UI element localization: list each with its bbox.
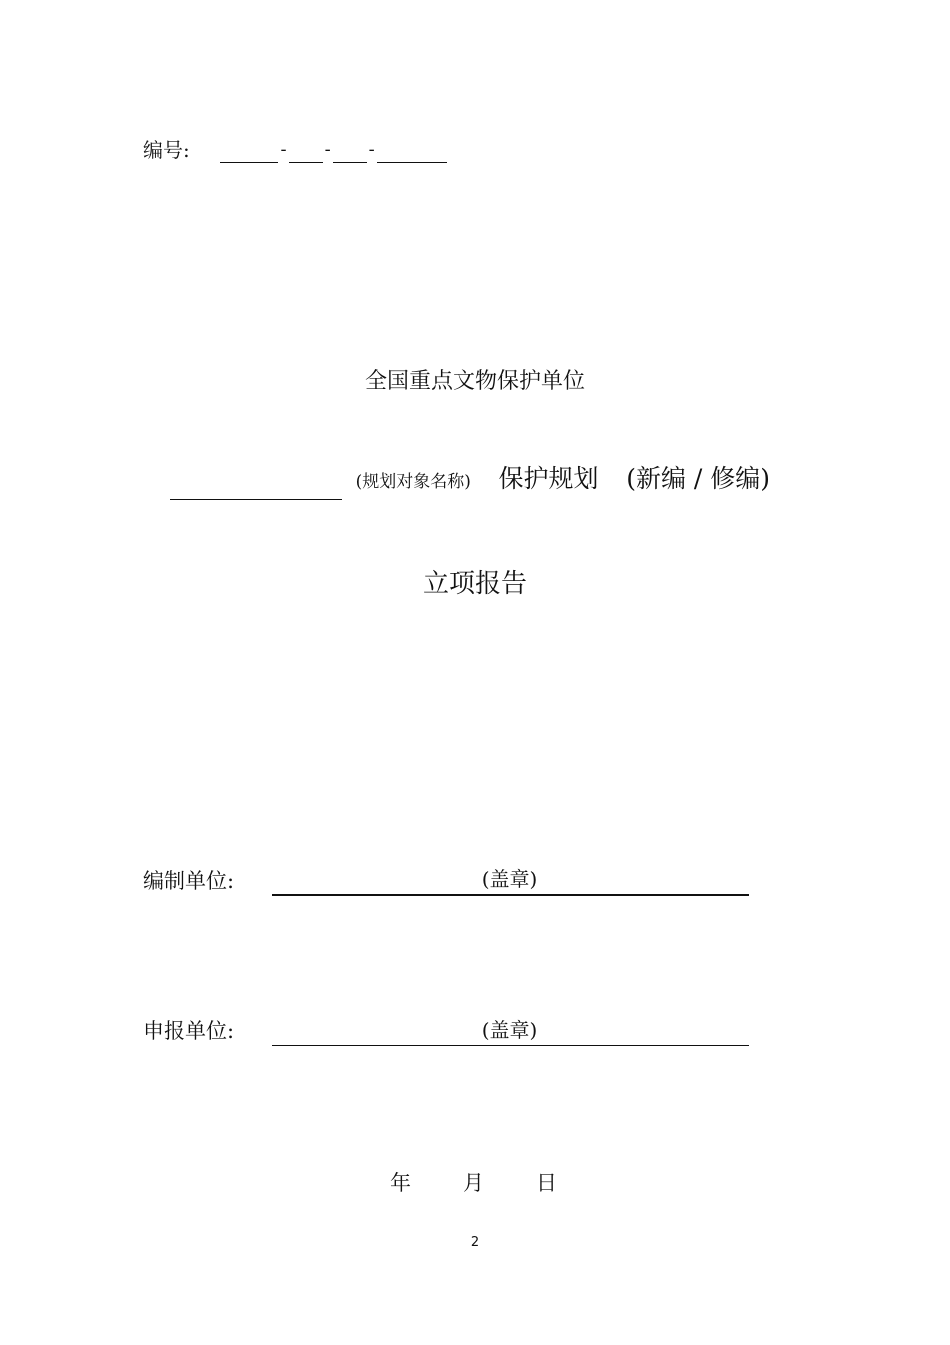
title-row [170, 461, 770, 500]
report-unit-row [143, 1016, 749, 1046]
plan-title: 保护规划 [498, 464, 599, 493]
report-unit-field[interactable] [272, 1019, 749, 1046]
document-code-row [143, 137, 447, 163]
date-year: 年 [390, 1171, 411, 1195]
plan-object-name-field[interactable] [170, 469, 342, 500]
date-day: 日 [536, 1171, 557, 1195]
code-field-3[interactable] [333, 140, 367, 163]
code-dash: - [324, 139, 331, 160]
heading-protection-unit: 全国重点文物保护单位 [364, 369, 585, 394]
code-field-4[interactable] [377, 140, 447, 163]
code-label: 编号: [143, 138, 190, 162]
compile-unit-row [143, 866, 749, 896]
code-dash: - [368, 139, 375, 160]
compile-unit-field[interactable] [272, 868, 749, 896]
compile-unit-seal: (盖章) [481, 867, 538, 891]
compile-unit-label: 编制单位: [143, 869, 235, 893]
code-dash: - [280, 139, 287, 160]
heading-project-report: 立项报告 [422, 569, 527, 599]
plan-object-name-note: (规划对象名称) [355, 472, 471, 492]
report-unit-seal: (盖章) [481, 1018, 538, 1042]
date-row [390, 1167, 557, 1197]
code-field-2[interactable] [289, 140, 323, 163]
code-field-1[interactable] [220, 140, 278, 163]
date-month: 月 [463, 1171, 484, 1195]
report-unit-label: 申报单位: [143, 1019, 235, 1043]
page-number: 2 [470, 1235, 480, 1250]
plan-variant: (新编 / 修编) [626, 464, 771, 493]
